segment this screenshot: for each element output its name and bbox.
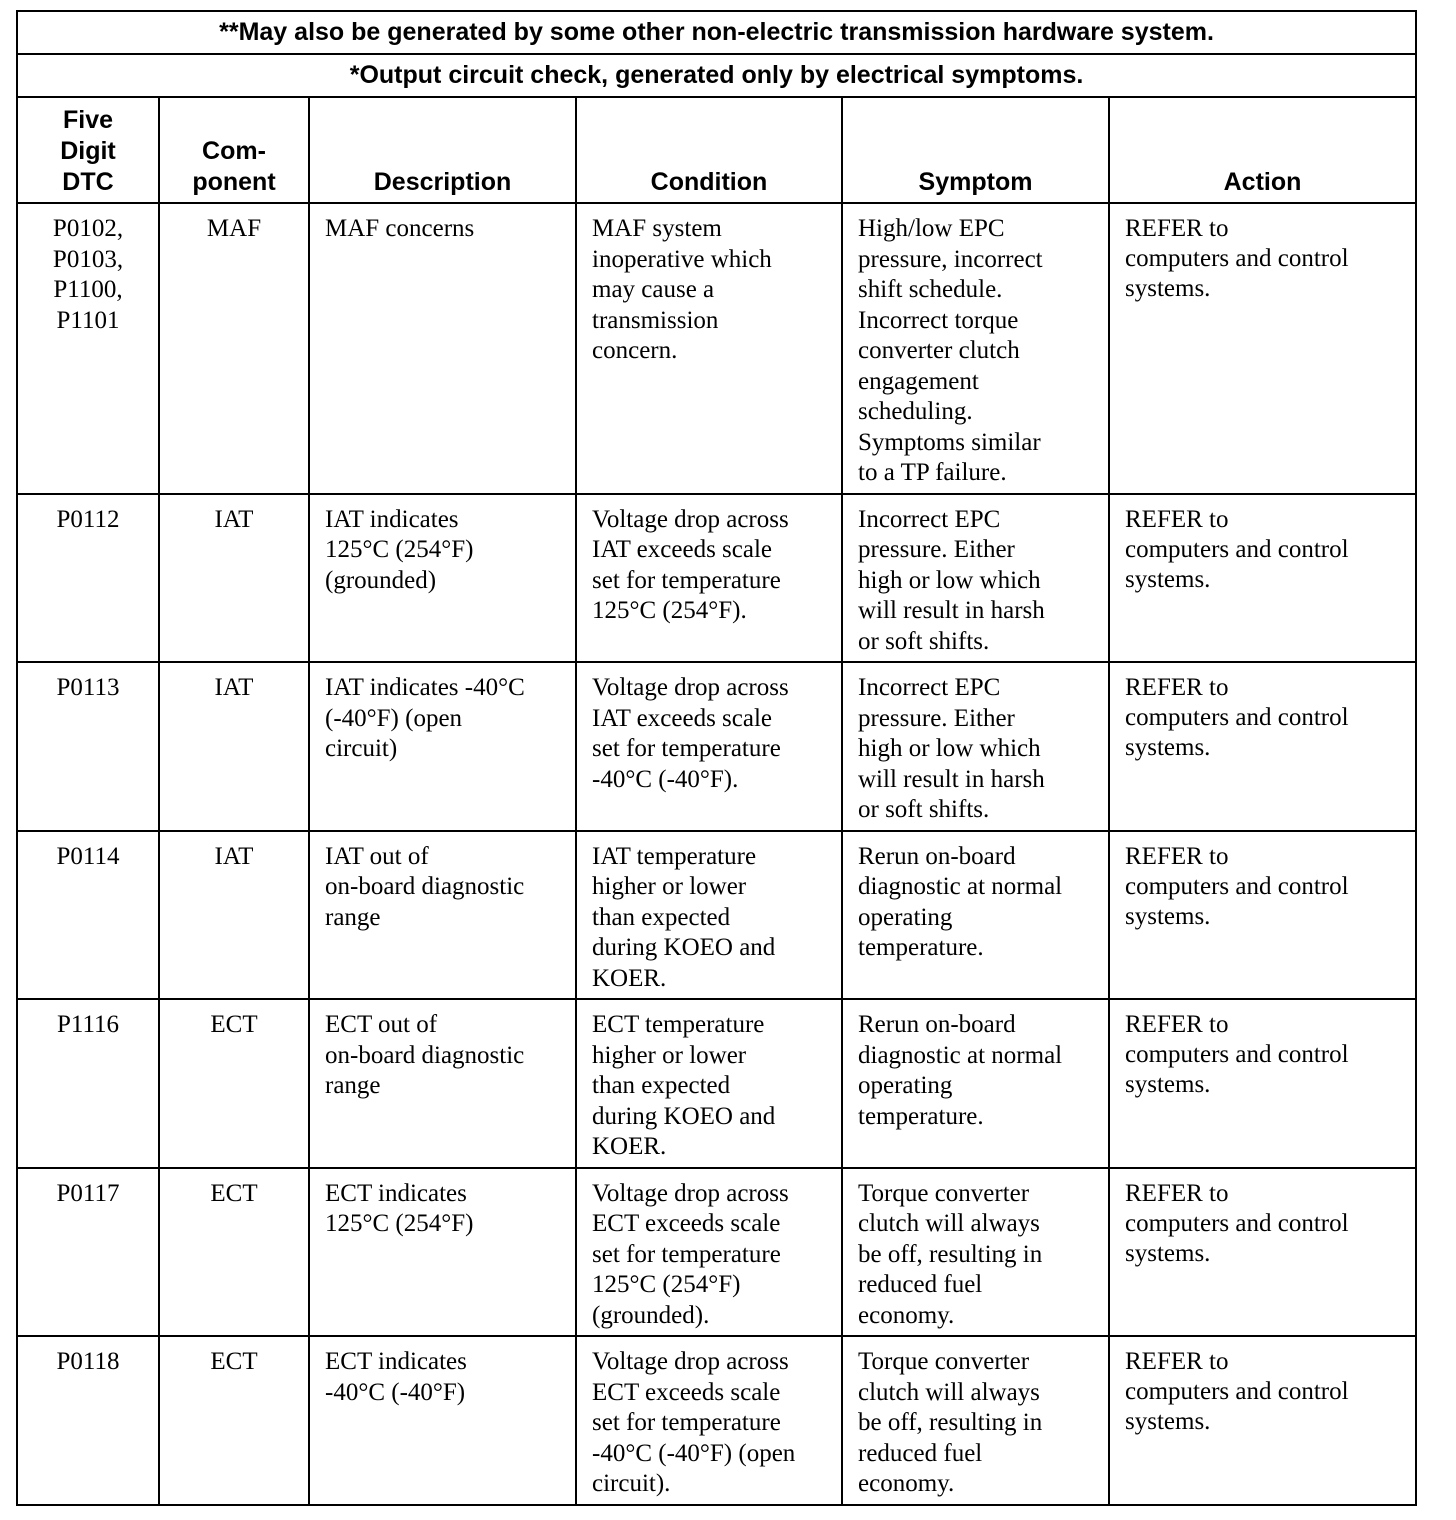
- header-component: [159, 97, 309, 203]
- symptom-cell: Rerun on-board diagnostic at normal operating temperature.: [842, 831, 1109, 1000]
- dtc-cell: P0114: [17, 831, 159, 1000]
- description-cell: IAT out of on-board diagnostic range: [309, 831, 576, 1000]
- header-row: [17, 97, 1416, 203]
- table-row: [17, 999, 1416, 1168]
- action-cell: REFER to computers and control systems.: [1109, 999, 1416, 1168]
- condition-cell: Voltage drop across IAT exceeds scale set for temperature 125°C (254°F).: [576, 494, 842, 663]
- description-cell: ECT out of on-board diagnostic range: [309, 999, 576, 1168]
- dtc-cell: P1116: [17, 999, 159, 1168]
- action-cell: REFER to computers and control systems.: [1109, 831, 1416, 1000]
- header-dtc-line-1: Five: [62, 106, 114, 134]
- table-row: [17, 662, 1416, 831]
- component-cell: IAT: [159, 662, 309, 831]
- header-component-line-1: Com-: [202, 137, 266, 165]
- symptom-cell: Torque converter clutch will always be off, resulting in reduced fuel economy.: [842, 1336, 1109, 1505]
- action-cell: REFER to computers and control systems.: [1109, 1336, 1416, 1505]
- description-cell: ECT indicates -40°C (-40°F): [309, 1336, 576, 1505]
- action-cell: REFER to computers and control systems.: [1109, 203, 1416, 494]
- component-cell: MAF: [159, 203, 309, 494]
- dtc-cell: P0112: [17, 494, 159, 663]
- dtc-cell: P0102, P0103, P1100, P1101: [17, 203, 159, 494]
- description-cell: IAT indicates -40°C (-40°F) (open circuit): [309, 662, 576, 831]
- condition-cell: ECT temperature higher or lower than expected during KOEO and KOER.: [576, 999, 842, 1168]
- header-dtc-line-2: Digit: [60, 137, 116, 165]
- symptom-cell: Torque converter clutch will always be off, resulting in reduced fuel economy.: [842, 1168, 1109, 1337]
- dtc-cell: P0117: [17, 1168, 159, 1337]
- component-cell: IAT: [159, 831, 309, 1000]
- condition-cell: IAT temperature higher or lower than expected during KOEO and KOER.: [576, 831, 842, 1000]
- symptom-cell: Rerun on-board diagnostic at normal operating temperature.: [842, 999, 1109, 1168]
- dtc-cell: P0113: [17, 662, 159, 831]
- condition-cell: Voltage drop across ECT exceeds scale set for temperature -40°C (-40°F) (open circuit).: [576, 1336, 842, 1505]
- header-description: Description: [309, 97, 576, 203]
- note-non-electric: **May also be generated by some other non-electric transmission hardware system.: [17, 11, 1416, 54]
- header-symptom: Symptom: [842, 97, 1109, 203]
- description-cell: MAF concerns: [309, 203, 576, 494]
- note-output-circuit: *Output circuit check, generated only by electrical symptoms.: [17, 54, 1416, 97]
- condition-cell: Voltage drop across ECT exceeds scale set for temperature 125°C (254°F) (grounded).: [576, 1168, 842, 1337]
- component-cell: IAT: [159, 494, 309, 663]
- component-cell: ECT: [159, 999, 309, 1168]
- component-cell: ECT: [159, 1336, 309, 1505]
- table-row: [17, 494, 1416, 663]
- symptom-cell: High/low EPC pressure, incorrect shift schedule. Incorrect torque converter clutch engagement scheduling. Symptoms similar to a TP failure.: [842, 203, 1109, 494]
- header-condition: Condition: [576, 97, 842, 203]
- action-cell: REFER to computers and control systems.: [1109, 662, 1416, 831]
- header-dtc: [17, 97, 159, 203]
- action-cell: REFER to computers and control systems.: [1109, 1168, 1416, 1337]
- table-row: [17, 1336, 1416, 1505]
- component-cell: ECT: [159, 1168, 309, 1337]
- condition-cell: Voltage drop across IAT exceeds scale set for temperature -40°C (-40°F).: [576, 662, 842, 831]
- description-cell: IAT indicates 125°C (254°F) (grounded): [309, 494, 576, 663]
- header-dtc-line-3: DTC: [62, 168, 114, 196]
- table-row: [17, 1168, 1416, 1337]
- header-action: Action: [1109, 97, 1416, 203]
- dtc-table-page: [16, 10, 1415, 1506]
- dtc-cell: P0118: [17, 1336, 159, 1505]
- symptom-cell: Incorrect EPC pressure. Either high or low which will result in harsh or soft shifts.: [842, 662, 1109, 831]
- dtc-table: [16, 10, 1417, 1506]
- header-component-line-2: ponent: [192, 168, 276, 196]
- description-cell: ECT indicates 125°C (254°F): [309, 1168, 576, 1337]
- symptom-cell: Incorrect EPC pressure. Either high or low which will result in harsh or soft shifts.: [842, 494, 1109, 663]
- table-row: [17, 203, 1416, 494]
- table-row: [17, 831, 1416, 1000]
- condition-cell: MAF system inoperative which may cause a transmission concern.: [576, 203, 842, 494]
- action-cell: REFER to computers and control systems.: [1109, 494, 1416, 663]
